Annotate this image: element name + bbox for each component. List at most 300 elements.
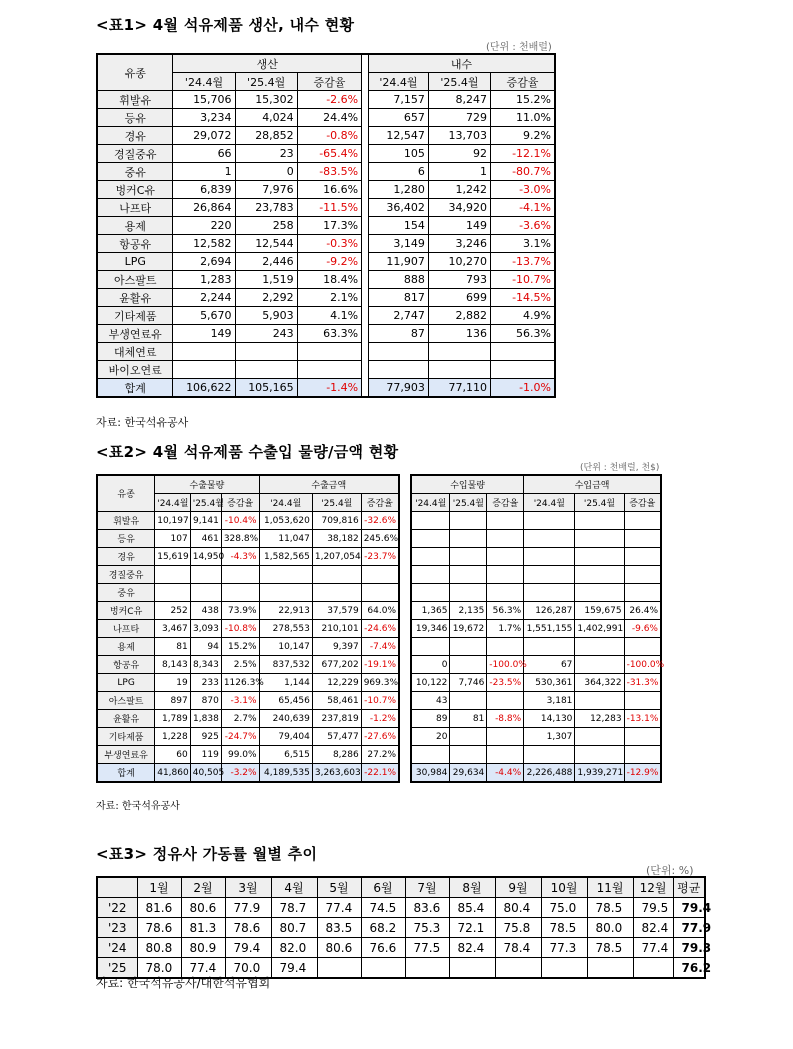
table-row — [97, 163, 555, 181]
value-cell: 66 — [173, 145, 235, 163]
table1-source: 자료: 한국석유공사 — [96, 416, 189, 429]
value-cell: 75.3 — [405, 918, 449, 938]
table-row — [97, 289, 555, 307]
value-cell: 2,882 — [428, 307, 490, 325]
value-cell: 13,703 — [428, 127, 490, 145]
table-row — [97, 584, 399, 602]
rate-cell: -7.4% — [361, 638, 399, 656]
rate-cell: -80.7% — [490, 163, 555, 181]
value-cell: 78.5 — [541, 918, 587, 938]
value-cell: 9,141 — [190, 512, 221, 530]
value-cell: 1,582,565 — [259, 548, 312, 566]
value-cell: 6,515 — [259, 746, 312, 764]
value-cell — [450, 530, 487, 548]
value-cell — [575, 638, 624, 656]
row-label: 등유 — [97, 530, 155, 548]
value-cell: 12,229 — [312, 674, 361, 692]
row-label: 아스팔트 — [97, 271, 173, 289]
table-row — [97, 620, 399, 638]
value-cell: 20 — [411, 728, 450, 746]
value-cell — [524, 548, 575, 566]
row-label: '24 — [97, 938, 137, 958]
column-gap — [362, 199, 369, 217]
value-cell: 1,551,155 — [524, 620, 575, 638]
value-cell: 57,477 — [312, 728, 361, 746]
value-cell: 729 — [428, 109, 490, 127]
value-cell: 15,302 — [235, 91, 297, 109]
value-cell: 1,838 — [190, 710, 221, 728]
rate-cell: -3.2% — [221, 764, 259, 783]
value-cell — [411, 548, 450, 566]
row-label: 벙커C유 — [97, 181, 173, 199]
row-label: '23 — [97, 918, 137, 938]
col-header-year: '24.4월 — [173, 73, 235, 91]
value-cell: 699 — [428, 289, 490, 307]
rate-cell — [624, 512, 661, 530]
row-label: 경유 — [97, 548, 155, 566]
rate-cell: 328.8% — [221, 530, 259, 548]
value-cell: 149 — [173, 325, 235, 343]
rate-cell: -0.3% — [297, 235, 361, 253]
value-cell: 3,181 — [524, 692, 575, 710]
export-table — [96, 474, 400, 783]
rate-cell — [221, 566, 259, 584]
value-cell: 0 — [411, 656, 450, 674]
table2-title: <표2> 4월 석유제품 수출입 물량/금액 현황 — [96, 443, 399, 461]
row-label: 윤활유 — [97, 710, 155, 728]
table-row — [97, 343, 555, 361]
value-cell: 105,165 — [235, 379, 297, 398]
value-cell: 154 — [369, 217, 429, 235]
table3-unit: (단위: %) — [646, 864, 694, 877]
column-gap — [362, 181, 369, 199]
value-cell — [235, 343, 297, 361]
production-domestic-table — [96, 53, 556, 398]
row-label: 대체연료 — [97, 343, 173, 361]
value-cell: 58,461 — [312, 692, 361, 710]
value-cell: 119 — [190, 746, 221, 764]
value-cell — [575, 728, 624, 746]
value-cell — [411, 530, 450, 548]
table-row — [411, 746, 661, 764]
value-cell: 82.4 — [449, 938, 495, 958]
col-header-rate: 증감율 — [361, 494, 399, 512]
col-header-import-volume: 수입물량 — [411, 475, 524, 494]
value-cell — [524, 512, 575, 530]
table3-title: <표3> 정유사 가동률 월별 추이 — [96, 845, 318, 863]
rate-cell: -19.1% — [361, 656, 399, 674]
value-cell: 6 — [369, 163, 429, 181]
value-cell: 6,839 — [173, 181, 235, 199]
table-row — [97, 710, 399, 728]
value-cell: 43 — [411, 692, 450, 710]
value-cell — [369, 343, 429, 361]
value-cell: 75.8 — [495, 918, 541, 938]
col-header-year: '24.4월 — [369, 73, 429, 91]
value-cell: 83.6 — [405, 898, 449, 918]
value-cell: 85.4 — [449, 898, 495, 918]
table-row — [411, 566, 661, 584]
table-row — [97, 938, 705, 958]
table3-source: 자료: 한국석유공사/대한석유협회 — [96, 976, 271, 990]
rate-cell — [487, 746, 524, 764]
table-row — [97, 530, 399, 548]
row-label: 벙커C유 — [97, 602, 155, 620]
rate-cell: -27.6% — [361, 728, 399, 746]
value-cell: 1,307 — [524, 728, 575, 746]
column-gap — [362, 91, 369, 109]
column-gap — [362, 307, 369, 325]
average-cell: 79.4 — [673, 898, 705, 918]
value-cell: 83.5 — [317, 918, 361, 938]
value-cell: 12,544 — [235, 235, 297, 253]
column-gap — [362, 379, 369, 398]
value-cell: 3,234 — [173, 109, 235, 127]
rate-cell: -4.3% — [221, 548, 259, 566]
value-cell: 1,402,991 — [575, 620, 624, 638]
value-cell: 1,283 — [173, 271, 235, 289]
table1-unit: (단위 : 천배럴) — [486, 42, 552, 53]
table-row — [97, 674, 399, 692]
col-header-month: 9월 — [495, 877, 541, 898]
rate-cell: 64.0% — [361, 602, 399, 620]
row-label: 휘발유 — [97, 91, 173, 109]
table-row — [97, 692, 399, 710]
table-row — [97, 217, 555, 235]
rate-cell: -83.5% — [297, 163, 361, 181]
value-cell: 80.4 — [495, 898, 541, 918]
rate-cell: 63.3% — [297, 325, 361, 343]
value-cell — [575, 548, 624, 566]
value-cell: 3,093 — [190, 620, 221, 638]
value-cell: 78.4 — [495, 938, 541, 958]
value-cell: 60 — [155, 746, 191, 764]
table-row — [97, 271, 555, 289]
row-label: 휘발유 — [97, 512, 155, 530]
rate-cell: 16.6% — [297, 181, 361, 199]
rate-cell: -32.6% — [361, 512, 399, 530]
rate-cell — [487, 728, 524, 746]
value-cell: 709,816 — [312, 512, 361, 530]
rate-cell: 969.3% — [361, 674, 399, 692]
value-cell — [369, 361, 429, 379]
row-label: '22 — [97, 898, 137, 918]
value-cell: 26,864 — [173, 199, 235, 217]
rate-cell: 1.7% — [487, 620, 524, 638]
value-cell — [312, 584, 361, 602]
col-header-rate: 증감율 — [297, 73, 361, 91]
rate-cell: -24.7% — [221, 728, 259, 746]
table-row — [97, 145, 555, 163]
table-row — [97, 307, 555, 325]
col-header-month: 3월 — [225, 877, 271, 898]
value-cell: 79,404 — [259, 728, 312, 746]
col-header-year: '24.4월 — [524, 494, 575, 512]
rate-cell: -23.7% — [361, 548, 399, 566]
value-cell: 80.7 — [271, 918, 317, 938]
value-cell: 8,343 — [190, 656, 221, 674]
value-cell: 75.0 — [541, 898, 587, 918]
rate-cell — [490, 343, 555, 361]
value-cell: 2,226,488 — [524, 764, 575, 783]
table-row — [97, 638, 399, 656]
column-gap — [362, 54, 369, 91]
value-cell: 364,322 — [575, 674, 624, 692]
value-cell: 77,903 — [369, 379, 429, 398]
value-cell — [575, 746, 624, 764]
rate-cell: -13.7% — [490, 253, 555, 271]
value-cell — [450, 548, 487, 566]
header-row — [97, 54, 555, 73]
table2-source: 자료: 한국석유공사 — [96, 801, 180, 812]
col-header-year: '25.4월 — [235, 73, 297, 91]
value-cell — [524, 638, 575, 656]
table-row — [97, 918, 705, 938]
rate-cell: 1126.3% — [221, 674, 259, 692]
rate-cell: 4.1% — [297, 307, 361, 325]
row-label: 중유 — [97, 584, 155, 602]
value-cell: 11,047 — [259, 530, 312, 548]
column-gap — [362, 343, 369, 361]
col-header-type: 유종 — [97, 54, 173, 91]
rate-cell: -65.4% — [297, 145, 361, 163]
col-header-rate: 증감율 — [487, 494, 524, 512]
col-header-month: 8월 — [449, 877, 495, 898]
rate-cell: -22.1% — [361, 764, 399, 783]
row-label: 경질중유 — [97, 566, 155, 584]
rate-cell: -10.7% — [490, 271, 555, 289]
rate-cell: 24.4% — [297, 109, 361, 127]
table2-unit: (단위 : 천배럴, 천$) — [580, 463, 660, 473]
rate-cell — [624, 638, 661, 656]
row-label: 나프타 — [97, 620, 155, 638]
value-cell: 220 — [173, 217, 235, 235]
table-row — [97, 602, 399, 620]
rate-cell: 56.3% — [487, 602, 524, 620]
value-cell: 80.6 — [317, 938, 361, 958]
rate-cell: 15.2% — [221, 638, 259, 656]
value-cell: 258 — [235, 217, 297, 235]
value-cell: 8,143 — [155, 656, 191, 674]
col-header-year: '25.4월 — [428, 73, 490, 91]
value-cell — [259, 566, 312, 584]
value-cell: 80.0 — [587, 918, 633, 938]
header-row — [97, 877, 705, 898]
value-cell: 22,913 — [259, 602, 312, 620]
rate-cell: -10.7% — [361, 692, 399, 710]
table-row — [411, 548, 661, 566]
value-cell: 67 — [524, 656, 575, 674]
value-cell: 40,505 — [190, 764, 221, 783]
row-label: 합계 — [97, 379, 173, 398]
value-cell: 2,292 — [235, 289, 297, 307]
value-cell: 78.6 — [137, 918, 181, 938]
rate-cell: -31.3% — [624, 674, 661, 692]
rate-cell — [221, 584, 259, 602]
value-cell: 3,246 — [428, 235, 490, 253]
value-cell: 94 — [190, 638, 221, 656]
row-label: 윤활유 — [97, 289, 173, 307]
col-header-year: '25.4월 — [312, 494, 361, 512]
rate-cell: -12.9% — [624, 764, 661, 783]
value-cell — [411, 566, 450, 584]
value-cell: 1,789 — [155, 710, 191, 728]
value-cell: 92 — [428, 145, 490, 163]
value-cell: 82.0 — [271, 938, 317, 958]
value-cell: 793 — [428, 271, 490, 289]
table-row — [97, 361, 555, 379]
row-label: 경유 — [97, 127, 173, 145]
rate-cell — [487, 692, 524, 710]
value-cell: 15,619 — [155, 548, 191, 566]
rate-cell: -9.2% — [297, 253, 361, 271]
value-cell: 23,783 — [235, 199, 297, 217]
value-cell: 897 — [155, 692, 191, 710]
value-cell: 2,747 — [369, 307, 429, 325]
value-cell — [259, 584, 312, 602]
col-header-month: 1월 — [137, 877, 181, 898]
row-label: 나프타 — [97, 199, 173, 217]
col-header-month: 7월 — [405, 877, 449, 898]
value-cell: 77.4 — [181, 958, 225, 979]
value-cell: 126,287 — [524, 602, 575, 620]
rate-cell: 99.0% — [221, 746, 259, 764]
column-gap — [362, 217, 369, 235]
value-cell — [587, 958, 633, 979]
table-row — [411, 512, 661, 530]
value-cell: 19 — [155, 674, 191, 692]
value-cell: 530,361 — [524, 674, 575, 692]
value-cell: 89 — [411, 710, 450, 728]
value-cell — [524, 584, 575, 602]
value-cell: 29,072 — [173, 127, 235, 145]
value-cell: 78.5 — [587, 898, 633, 918]
rate-cell — [487, 566, 524, 584]
rate-cell — [624, 746, 661, 764]
rate-cell: -100.0% — [624, 656, 661, 674]
row-label: 용제 — [97, 638, 155, 656]
col-header-rate: 증감율 — [624, 494, 661, 512]
value-cell: 1,365 — [411, 602, 450, 620]
total-row — [97, 379, 555, 398]
rate-cell: -24.6% — [361, 620, 399, 638]
value-cell: 72.1 — [449, 918, 495, 938]
value-cell — [450, 656, 487, 674]
value-cell: 233 — [190, 674, 221, 692]
value-cell: 87 — [369, 325, 429, 343]
rate-cell: 56.3% — [490, 325, 555, 343]
rate-cell — [624, 728, 661, 746]
value-cell — [524, 746, 575, 764]
value-cell: 29,634 — [450, 764, 487, 783]
value-cell: 1,053,620 — [259, 512, 312, 530]
value-cell: 78.6 — [225, 918, 271, 938]
header-row — [411, 475, 661, 494]
table-row — [411, 584, 661, 602]
value-cell — [173, 343, 235, 361]
value-cell: 3,263,603 — [312, 764, 361, 783]
column-gap — [362, 325, 369, 343]
row-label: LPG — [97, 674, 155, 692]
header-row — [411, 494, 661, 512]
table-row — [97, 181, 555, 199]
col-header-type: 유종 — [97, 475, 155, 512]
value-cell: 79.5 — [633, 898, 673, 918]
value-cell: 80.9 — [181, 938, 225, 958]
value-cell: 278,553 — [259, 620, 312, 638]
value-cell — [428, 361, 490, 379]
column-gap — [362, 127, 369, 145]
table-row — [411, 530, 661, 548]
col-header-month: 2월 — [181, 877, 225, 898]
row-label: 부생연료유 — [97, 325, 173, 343]
value-cell: 12,283 — [575, 710, 624, 728]
value-cell: 2,135 — [450, 602, 487, 620]
rate-cell — [361, 584, 399, 602]
value-cell: 9,397 — [312, 638, 361, 656]
rate-cell: -14.5% — [490, 289, 555, 307]
value-cell — [633, 958, 673, 979]
value-cell: 1,228 — [155, 728, 191, 746]
value-cell — [317, 958, 361, 979]
value-cell: 1,519 — [235, 271, 297, 289]
rate-cell: 9.2% — [490, 127, 555, 145]
rate-cell — [624, 692, 661, 710]
value-cell: 10,197 — [155, 512, 191, 530]
value-cell: 2,244 — [173, 289, 235, 307]
value-cell: 1 — [428, 163, 490, 181]
value-cell: 19,346 — [411, 620, 450, 638]
value-cell: 888 — [369, 271, 429, 289]
rate-cell: 18.4% — [297, 271, 361, 289]
col-header-year: '25.4월 — [190, 494, 221, 512]
value-cell: 10,147 — [259, 638, 312, 656]
value-cell: 3,149 — [369, 235, 429, 253]
table-row — [97, 656, 399, 674]
col-header-domestic: 내수 — [369, 54, 556, 73]
column-gap — [362, 163, 369, 181]
value-cell: 8,247 — [428, 91, 490, 109]
rate-cell — [487, 584, 524, 602]
table-row — [97, 746, 399, 764]
col-header-month: 11월 — [587, 877, 633, 898]
rate-cell: -10.4% — [221, 512, 259, 530]
value-cell: 149 — [428, 217, 490, 235]
value-cell — [428, 343, 490, 361]
value-cell: 77.4 — [633, 938, 673, 958]
rate-cell: -11.5% — [297, 199, 361, 217]
value-cell: 12,547 — [369, 127, 429, 145]
value-cell: 81.3 — [181, 918, 225, 938]
value-cell: 23 — [235, 145, 297, 163]
value-cell — [411, 746, 450, 764]
value-cell: 74.5 — [361, 898, 405, 918]
rate-cell — [624, 584, 661, 602]
value-cell: 81 — [450, 710, 487, 728]
value-cell: 106,622 — [173, 379, 235, 398]
row-label: 항공유 — [97, 656, 155, 674]
col-header-export-volume: 수출물량 — [155, 475, 259, 494]
value-cell: 5,903 — [235, 307, 297, 325]
utilization-table — [96, 876, 712, 979]
value-cell: 2,694 — [173, 253, 235, 271]
rate-cell: 17.3% — [297, 217, 361, 235]
value-cell: 240,639 — [259, 710, 312, 728]
value-cell — [541, 958, 587, 979]
value-cell: 76.6 — [361, 938, 405, 958]
value-cell: 11,907 — [369, 253, 429, 271]
value-cell: 10,122 — [411, 674, 450, 692]
